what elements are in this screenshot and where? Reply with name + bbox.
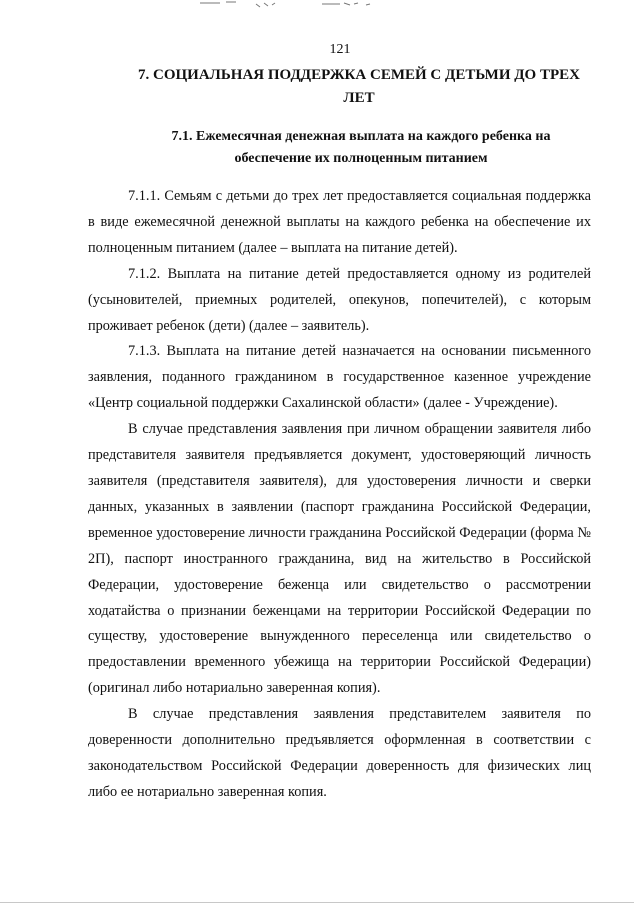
paragraph-7-1-3: 7.1.3. Выплата на питание детей назначается на основании письменного заявления, поданного гражданином в государственное казенное учреждение «Центр социальной поддержки Сахалинской области» (далее - Учреждение). (88, 343, 591, 412)
paragraph-representative-submission: В случае представления заявления представителем заявителя по доверенности дополнительно предъявляется оформленная в соответствии с законодательством Российской Федерации доверенность для физических лиц либо ее нотариально заверенная копия. (88, 706, 591, 800)
paragraph-7-1-2: 7.1.2. Выплата на питание детей предоставляется одному из родителей (усыновителей, приемных родителей, опекунов, попечителей), с которым проживает ребенок (дети) (далее – заявитель). (88, 265, 591, 334)
page-number: 121 (329, 42, 351, 57)
subsection-title: 7.1. Ежемесячная денежная выплата на каждого ребенка на обеспечение их полноценным питанием (171, 129, 551, 166)
paragraph-7-1-1: 7.1.1. Семьям с детьми до трех лет предоставляется социальная поддержка в виде ежемесячной денежной выплаты на каждого ребенка на обеспечение их полноценным питанием (далее – выплата на питание детей). (88, 188, 591, 256)
paragraph-personal-submission: В случае представления заявления при личном обращении заявителя либо представителя заявителя предъявляется документ, удостоверяющий личность заявителя (представителя заявителя), для удостоверения личности и сверки данных, указанных в заявлении (паспорт гражданина Российской Федерации, временное удостоверение личности гражданина Российской Федерации (форма № 2П), паспорт иностранного гражданина, вид на жительство в Российской Федерации, удостоверение беженца или свидетельство о рассмотрении ходатайства о признании беженцами на территории Российской Федерации по существу, удостоверение вынужденного переселенца или свидетельство о предоставлении временного убежища на территории Российской Федерации) (оригинал либо нотариально заверенная копия). (88, 421, 591, 697)
body-text (88, 184, 591, 806)
scan-artifact-marks (190, 0, 410, 10)
section-title: 7. СОЦИАЛЬНАЯ ПОДДЕРЖКА СЕМЕЙ С ДЕТЬМИ ДО ТРЕХ ЛЕТ (138, 67, 580, 106)
page-bottom-edge (0, 902, 634, 903)
